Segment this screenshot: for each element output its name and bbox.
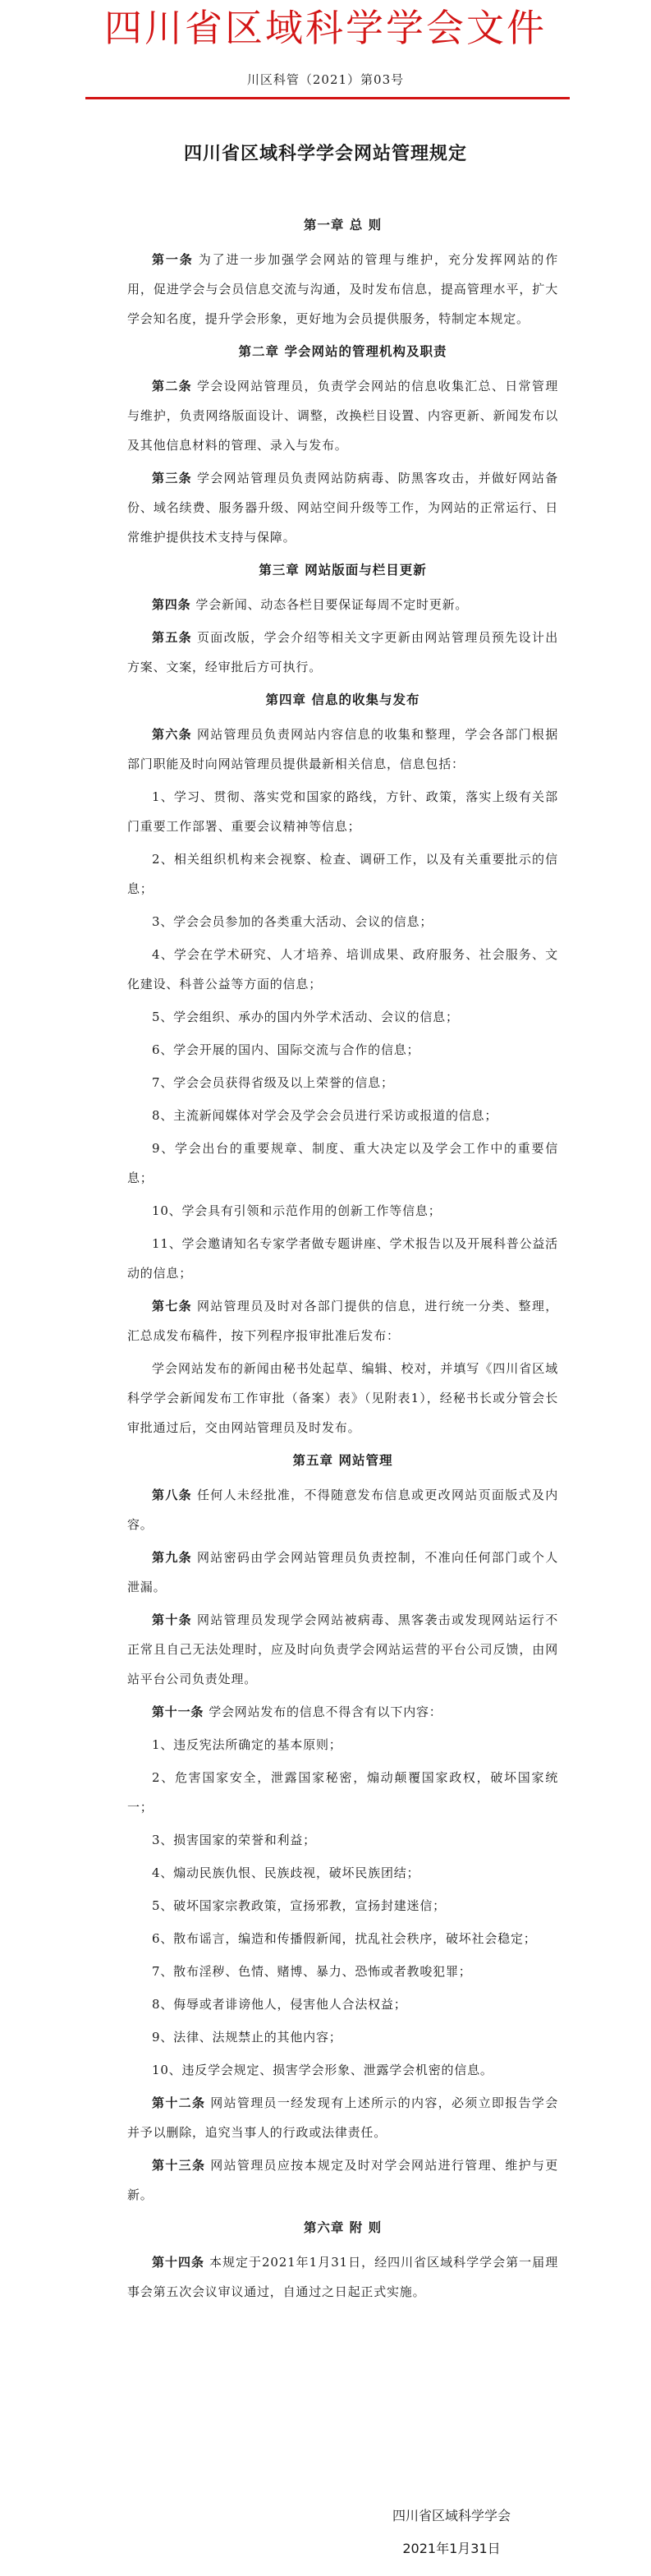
list-item: 9、法律、法规禁止的其他内容； (152, 2030, 342, 2045)
article-text: 网站密码由学会网站管理员负责控制，不准向任何部门或个人泄漏。 (127, 1550, 558, 1594)
article-number: 第九条 (152, 1550, 192, 1565)
list-item: 10、学会具有引领和示范作用的创新工作等信息； (152, 1203, 442, 1218)
article-text: 为了进一步加强学会网站的管理与维护，充分发挥网站的作用，促进学会与会员信息交流与沟通，及时发布信息，提高管理水平，扩大学会知名度，提升学会形象，更好地为会员提供服务，特制定本规定。 (127, 252, 558, 326)
document-number: 川区科管（2021）第03号 (246, 72, 405, 87)
list-item: 8、主流新闻媒体对学会及学会会员进行采访或报道的信息； (152, 1108, 498, 1123)
article-paragraph (127, 1605, 558, 1694)
article-text: 学会新闻、动态各栏目要保证每周不定时更新。 (195, 597, 469, 612)
article-paragraph (127, 623, 558, 682)
article-number: 第七条 (152, 1299, 192, 1313)
article-paragraph (127, 2150, 558, 2210)
article-text: 学会网站管理员负责网站防病毒、防黑客攻击，并做好网站备份、域名续费、服务器升级、网站空间升级等工作，为网站的正常运行、日常维护提供技术支持与保障。 (127, 471, 558, 545)
list-item: 1、违反宪法所确定的基本原则； (152, 1737, 342, 1752)
article-paragraph (127, 2088, 558, 2147)
article-text: 任何人未经批准，不得随意发布信息或更改网站页面版式及内容。 (127, 1488, 558, 1532)
chapter-section (127, 342, 558, 552)
article-number: 第十一条 (152, 1704, 204, 1719)
chapter-heading: 第六章 附 则 (303, 2220, 383, 2235)
article-paragraph (127, 1697, 558, 1727)
article-paragraph (127, 1354, 558, 1442)
chapter-section (127, 690, 558, 1442)
article-text: 网站管理员负责网站内容信息的收集和整理，学会各部门根据部门职能及时向网站管理员提供最新相关信息，信息包括： (127, 727, 558, 771)
list-item: 7、学会会员获得省级及以上荣誉的信息； (152, 1075, 394, 1090)
red-divider-line (85, 97, 570, 99)
chapter-heading: 第四章 信息的收集与发布 (265, 692, 420, 707)
list-item: 4、学会在学术研究、人才培养、培训成果、政府服务、社会服务、文化建设、科普公益等方面的信息； (127, 947, 558, 991)
document-body (127, 215, 558, 2315)
article-number: 第十四条 (152, 2255, 205, 2270)
article-number: 第一条 (152, 252, 194, 267)
list-item: 6、散布谣言，编造和传播假新闻，扰乱社会秩序，破坏社会稳定； (152, 1931, 537, 1946)
article-paragraph (127, 245, 558, 334)
article-paragraph (127, 2247, 558, 2307)
list-item: 11、学会邀请知名专家学者做专题讲座、学术报告以及开展科普公益活动的信息； (127, 1236, 558, 1281)
list-item: 2、危害国家安全，泄露国家秘密，煽动颠覆国家政权，破坏国家统一； (127, 1770, 558, 1815)
masthead-title: 四川省区域科学学会文件 (104, 6, 547, 50)
list-item: 8、侮辱或者诽谤他人，侵害他人合法权益； (152, 1997, 407, 2012)
article-text: 学会网站发布的新闻由秘书处起草、编辑、校对，并填写《四川省区域科学学会新闻发布工作审批（备案）表》（见附表1），经秘书长或分管会长审批通过后，交由网站管理员及时发布。 (127, 1361, 558, 1435)
article-text: 页面改版，学会介绍等相关文字更新由网站管理员预先设计出方案、文案，经审批后方可执行。 (127, 630, 558, 674)
list-item: 10、违反学会规定、损害学会形象、泄露学会机密的信息。 (152, 2063, 493, 2077)
chapter-section (127, 560, 558, 682)
chapter-heading: 第五章 网站管理 (292, 1452, 393, 1468)
signature-org: 四川省区域科学学会 (392, 2508, 511, 2523)
article-paragraph (127, 463, 558, 552)
chapter-section (127, 1451, 558, 2210)
article-number: 第六条 (152, 727, 192, 742)
list-item: 1、学习、贯彻、落实党和国家的路线，方针、政策，落实上级有关部门重要工作部署、重要会议精神等信息； (127, 789, 558, 834)
chapter-section (127, 215, 558, 334)
list-item: 4、煽动民族仇恨、民族歧视，破坏民族团结； (152, 1865, 420, 1880)
article-text: 学会网站发布的信息不得含有以下内容： (209, 1704, 442, 1719)
article-number: 第十二条 (152, 2095, 206, 2110)
article-text: 网站管理员应按本规定及时对学会网站进行管理、维护与更新。 (127, 2158, 559, 2202)
article-paragraph (127, 1291, 558, 1350)
article-text: 网站管理员发现学会网站被病毒、黑客袭击或发现网站运行不正常且自己无法处理时，应及时向负责学会网站运营的平台公司反馈，由网站平台公司负责处理。 (127, 1612, 558, 1686)
list-item: 3、学会会员参加的各类重大活动、会议的信息； (152, 914, 433, 929)
list-item: 6、学会开展的国内、国际交流与合作的信息； (152, 1042, 420, 1057)
list-item: 9、学会出台的重要规章、制度、重大决定以及学会工作中的重要信息； (127, 1141, 558, 1185)
article-paragraph (127, 590, 558, 619)
list-item: 3、损害国家的荣誉和利益； (152, 1833, 316, 1847)
article-number: 第三条 (152, 471, 192, 485)
article-paragraph (127, 1543, 558, 1602)
list-item: 7、散布淫秽、色情、赌博、暴力、恐怖或者教唆犯罪； (152, 1964, 472, 1979)
article-paragraph (127, 371, 558, 460)
signature-date: 2021年1月31日 (402, 2541, 501, 2556)
chapter-section (127, 2218, 558, 2307)
list-item: 2、相关组织机构来会视察、检查、调研工作，以及有关重要批示的信息； (127, 852, 558, 896)
list-item: 5、学会组织、承办的国内外学术活动、会议的信息； (152, 1010, 459, 1024)
article-number: 第八条 (152, 1488, 192, 1502)
article-number: 第十三条 (152, 2158, 206, 2173)
article-text: 学会设网站管理员，负责学会网站的信息收集汇总、日常管理与维护，负责网络版面设计、调整，改换栏目设置、内容更新、新闻发布以及其他信息材料的管理、录入与发布。 (127, 379, 558, 453)
chapter-heading: 第三章 网站版面与栏目更新 (259, 562, 427, 577)
article-number: 第五条 (152, 630, 192, 645)
article-text: 网站管理员及时对各部门提供的信息，进行统一分类、整理，汇总成发布稿件，按下列程序报审批准后发布： (127, 1299, 558, 1343)
chapter-heading: 第一章 总 则 (303, 217, 383, 232)
article-number: 第二条 (152, 379, 192, 393)
list-item: 5、破坏国家宗教政策，宣扬邪教，宣扬封建迷信； (152, 1898, 446, 1913)
article-text: 本规定于2021年1月31日，经四川省区域科学学会第一届理事会第五次会议审议通过，自通过之日起正式实施。 (127, 2255, 558, 2299)
article-text: 网站管理员一经发现有上述所示的内容，必须立即报告学会并予以删除，追究当事人的行政或法律责任。 (127, 2095, 559, 2140)
document-title: 四川省区域科学学会网站管理规定 (183, 143, 467, 164)
article-number: 第四条 (152, 597, 191, 612)
article-paragraph (127, 1480, 558, 1539)
chapter-heading: 第二章 学会网站的管理机构及职责 (238, 343, 447, 359)
article-paragraph (127, 720, 558, 779)
article-number: 第十条 (152, 1612, 192, 1627)
